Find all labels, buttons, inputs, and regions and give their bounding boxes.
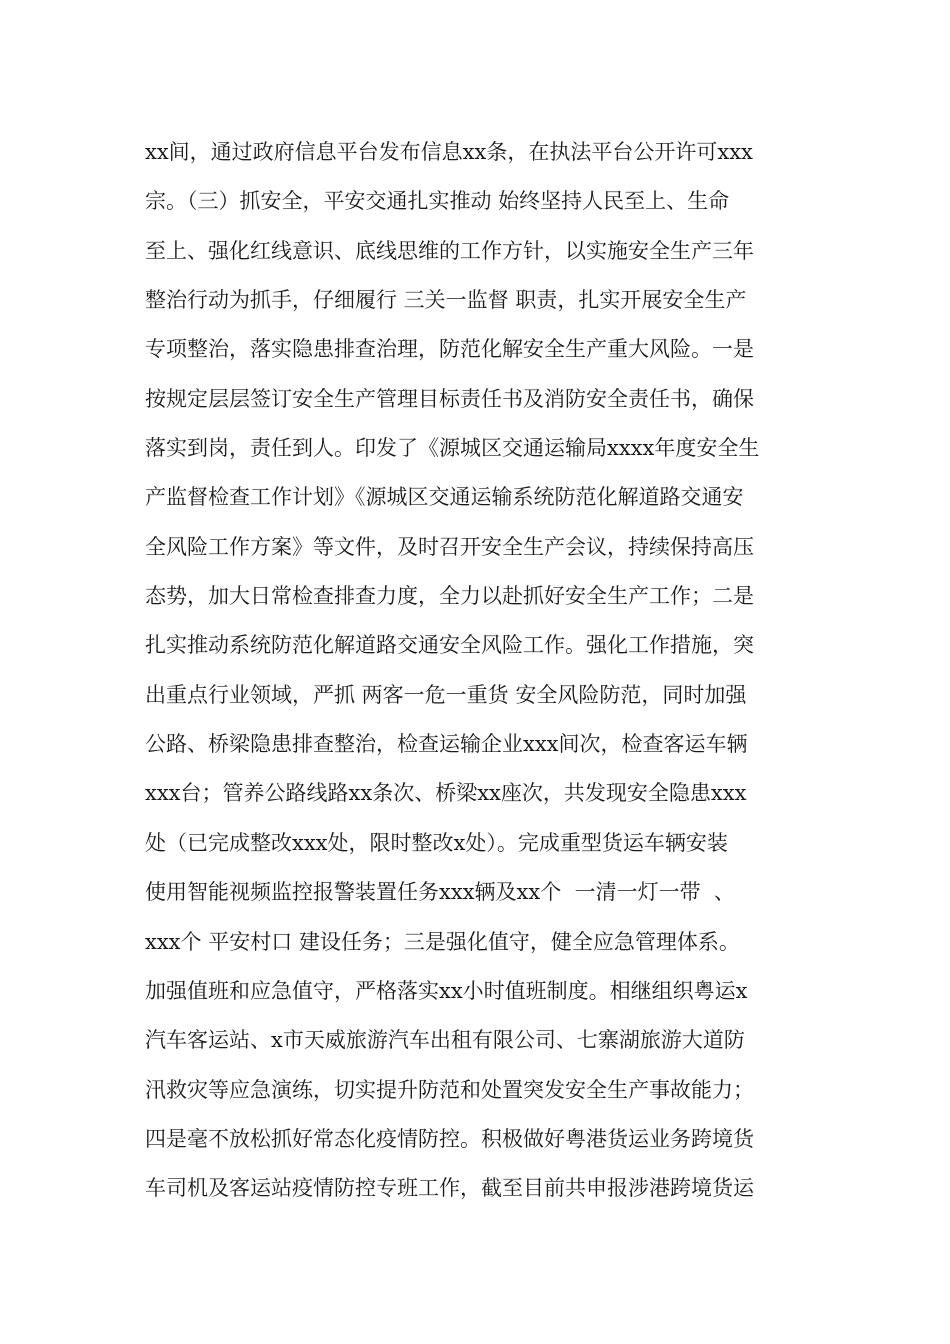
text-line: 使用智能视频监控报警装置任务xxx辆及xx个 一清一灯一带 、 (145, 880, 735, 905)
text-line: 处（已完成整改xxx处，限时整改x处）。完成重型货运车辆安装 (145, 830, 728, 855)
text-line: 专项整治，落实隐患排查治理，防范化解安全生产重大风险。一是 (145, 337, 754, 362)
text-line: xxx个 平安村口 建设任务；三是强化值守，健全应急管理体系。 (145, 929, 740, 954)
text-line: 出重点行业领域，严抓 两客一危一重货 安全风险防范，同时加强 (145, 682, 747, 707)
text-line: 至上、强化红线意识、底线思维的工作方针，以实施安全生产三年 (145, 238, 754, 263)
text-line: 全风险工作方案》等文件，及时召开安全生产会议，持续保持高压 (145, 534, 754, 559)
text-line: 汛救灾等应急演练，切实提升防范和处置突发安全生产事故能力； (145, 1077, 754, 1102)
text-line: xxx台；管养公路线路xx条次、桥梁xx座次，共发现安全隐患xxx (145, 781, 747, 806)
text-line: xx间，通过政府信息平台发布信息xx条，在执法平台公开许可xxx (145, 140, 753, 164)
text-line: 汽车客运站、x市天威旅游汽车出租有限公司、七寨湖旅游大道防 (145, 1028, 745, 1053)
body-text (145, 128, 815, 1214)
text-line: 公路、桥梁隐患排查整治，检查运输企业xxx间次，检查客运车辆 (145, 732, 748, 757)
text-line: 车司机及客运站疫情防控专班工作，截至目前共申报涉港跨境货运 (145, 1176, 754, 1201)
text-line: 产监督检查工作计划》《源城区交通运输系统防范化解道路交通安 (145, 485, 744, 510)
text-line: 整治行动为抓手，仔细履行 三关一监督 职责，扎实开展安全生产 (145, 288, 747, 313)
text-line: 态势，加大日常检查排查力度，全力以赴抓好安全生产工作；二是 (145, 584, 754, 609)
text-line: 四是毫不放松抓好常态化疫情防控。积极做好粤港货运业务跨境货 (145, 1126, 754, 1151)
text-line: 宗。（三）抓安全，平安交通扎实推动 始终坚持人民至上、生命 (145, 189, 730, 214)
text-line: 扎实推动系统防范化解道路交通安全风险工作。强化工作措施，突 (145, 633, 754, 658)
text-line: 加强值班和应急值守，严格落实xx小时值班制度。相继组织粤运x (145, 978, 748, 1003)
text-line: 按规定层层签订安全生产管理目标责任书及消防安全责任书，确保 (145, 386, 754, 411)
text-line: 落实到岗，责任到人。印发了《源城区交通运输局xxxx年度安全生 (145, 436, 760, 461)
